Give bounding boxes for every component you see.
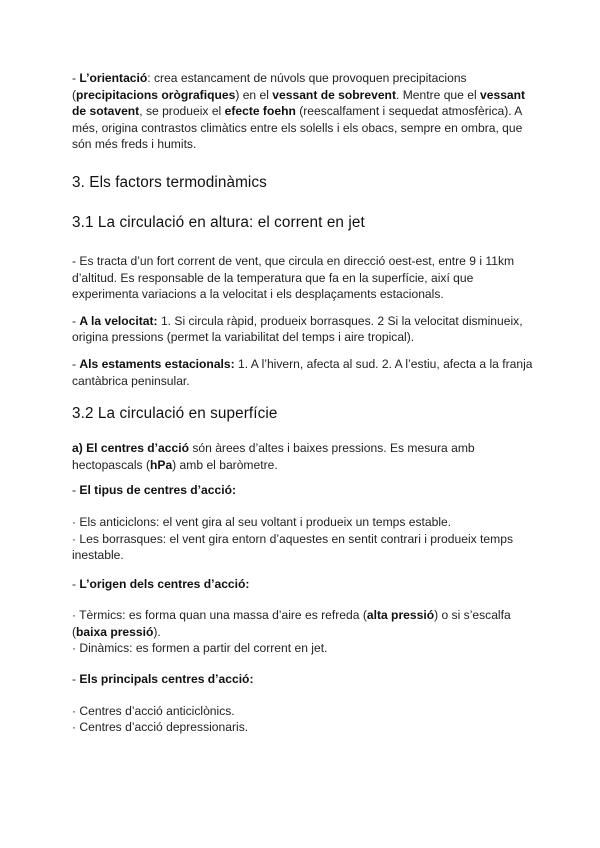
subheading-origin bbox=[72, 576, 534, 593]
text: . Mentre que el bbox=[395, 87, 481, 102]
dash: - bbox=[72, 483, 80, 498]
section-heading-3-2: 3.2 La circulació en superfície bbox=[72, 405, 278, 423]
seasons-paragraph bbox=[72, 356, 534, 389]
text: : crea estancament de núvols que provoquen precipitacions ( bbox=[72, 71, 467, 102]
dash: - bbox=[72, 356, 80, 371]
text: 1. Si circula ràpid, produeix borrasques. 2 Si la velocitat disminueix, origina pressions (permet la variabilitat del temps i aire tropical). bbox=[72, 313, 523, 345]
text: ) o si s’escalfa ( bbox=[72, 608, 511, 639]
text: · Tèrmics: es forma quan una massa d’aire es refreda ( bbox=[72, 608, 367, 623]
jet-stream-paragraph: - Es tracta d’un fort corrent de vent, que circula en direcció oest-est, entre 9 i 11km d’altitud. Es responsable de la temperatura que fa en la superfície, així que experimenta variacions a la velocitat i els desplaçaments estacionals. bbox=[72, 253, 515, 302]
dash: - bbox=[72, 576, 80, 591]
action-centers-paragraph bbox=[72, 440, 534, 473]
list-item: · Les borrasques: el vent gira entorn d’aquestes en sentit contrari i produeix temps inestable. bbox=[72, 531, 513, 563]
text: ) amb el baròmetre. bbox=[172, 457, 278, 472]
term-velocitat: A la velocitat: bbox=[79, 313, 158, 328]
term-baixa-pressio: baixa pressió bbox=[76, 624, 154, 639]
dash: - bbox=[72, 313, 80, 328]
term-efecte-foehn: efecte foehn bbox=[224, 104, 296, 119]
list-item bbox=[72, 607, 534, 640]
text: ). bbox=[153, 624, 161, 639]
term-vessant-sobrevent: vessant de sobrevent bbox=[272, 87, 396, 102]
term-orientacio: L’orientació bbox=[79, 71, 148, 85]
term-centres-accio: a) El centres d’acció bbox=[72, 441, 189, 456]
term-precipitacions-orografiques: precipitacions orògrafiques bbox=[76, 87, 236, 102]
text: són àrees d’altes i baixes pressions. Es mesura amb hectopascals ( bbox=[72, 441, 475, 472]
dash: - bbox=[72, 71, 80, 85]
subheading-label: El tipus de centres d’acció: bbox=[79, 483, 236, 498]
document-page bbox=[72, 70, 534, 736]
term-hpa: hPa bbox=[149, 457, 173, 472]
subheading-types bbox=[72, 482, 534, 499]
section-heading-3: 3. Els factors termodinàmics bbox=[72, 173, 267, 191]
types-list bbox=[72, 514, 534, 564]
term-estaments-estacionals: Als estaments estacionals: bbox=[79, 356, 235, 371]
subheading-main bbox=[72, 671, 534, 688]
velocity-paragraph bbox=[72, 313, 534, 346]
origin-list bbox=[72, 607, 534, 657]
orientation-paragraph bbox=[72, 70, 534, 153]
dash: - bbox=[72, 672, 80, 687]
list-item: · Els anticiclons: el vent gira al seu voltant i produeix un temps estable. bbox=[72, 514, 452, 529]
text: (reescalfament i sequedat atmosfèrica). A més, origina contrastos climàtics entre els solells i els obacs, sempre en ombra, que són més freds i humits. bbox=[72, 104, 523, 152]
text: ) en el bbox=[235, 87, 273, 102]
text: , se produeix el bbox=[139, 104, 225, 119]
main-list bbox=[72, 703, 534, 736]
text: 1. A l’hivern, afecta al sud. 2. A l’estiu, afecta a la franja cantàbrica peninsular. bbox=[72, 356, 533, 388]
subheading-label: L’origen dels centres d’acció: bbox=[79, 576, 250, 591]
subheading-label: Els principals centres d’acció: bbox=[79, 672, 254, 687]
list-item: · Dinàmics: es formen a partir del corrent en jet. bbox=[72, 641, 328, 656]
term-alta-pressio: alta pressió bbox=[366, 608, 435, 623]
list-item: · Centres d’acció anticiclònics. bbox=[72, 703, 235, 718]
section-heading-3-1: 3.1 La circulació en altura: el corrent en jet bbox=[72, 213, 365, 231]
list-item: · Centres d’acció depressionaris. bbox=[72, 720, 249, 735]
term-vessant-sotavent: vessant de sotavent bbox=[72, 87, 526, 119]
